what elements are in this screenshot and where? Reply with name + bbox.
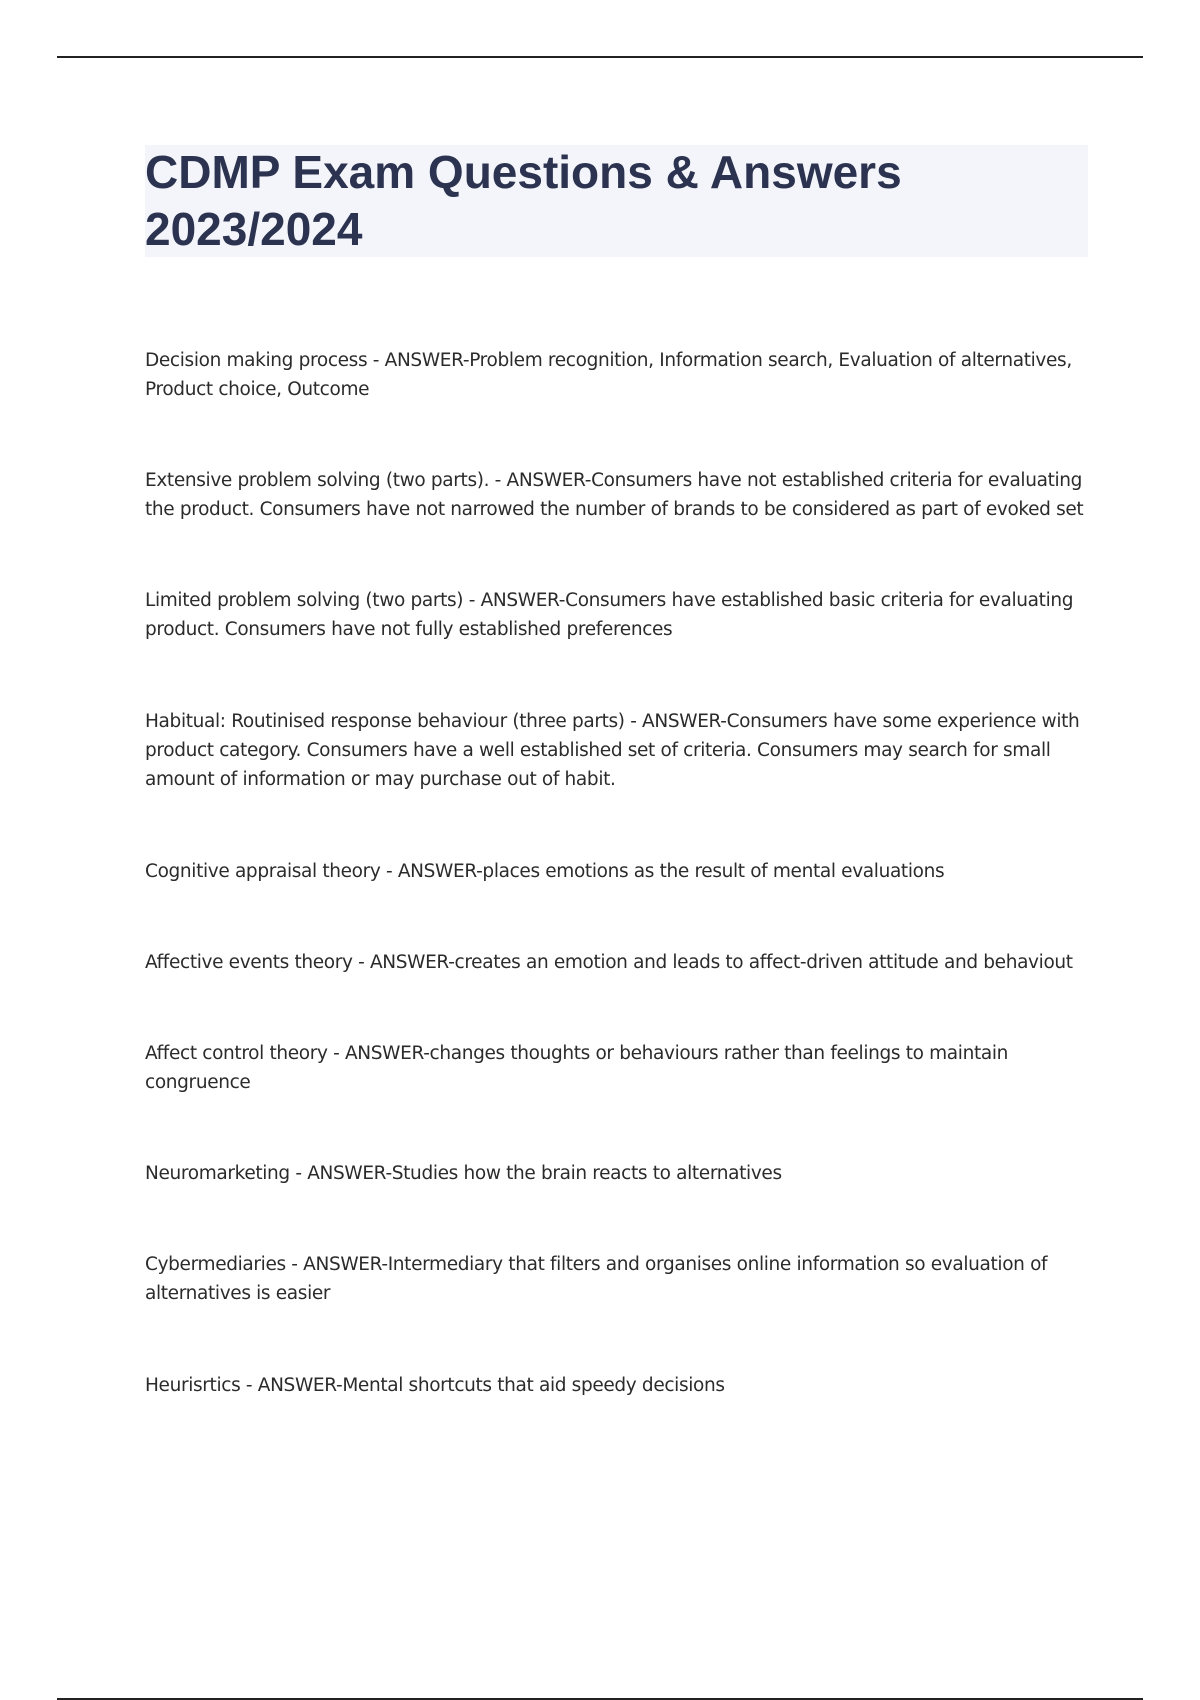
qa-item (145, 707, 1090, 794)
qa-item (145, 586, 1090, 644)
qa-term: Cognitive appraisal theory (145, 861, 381, 882)
qa-answer: Consumers have some experience with product category. Consumers have a well established set of criteria. Consumers may search for small amount of information or may purchase out of habit. (145, 711, 1080, 790)
qa-answer: Intermediary that filters and organises online information so evaluation of alternatives is easier (145, 1254, 1048, 1304)
qa-term: Heurisrtics (145, 1375, 241, 1396)
qa-item (145, 466, 1090, 524)
answer-separator: - ANSWER- (352, 952, 455, 973)
qa-item (145, 857, 1090, 886)
answer-separator: - ANSWER- (463, 590, 566, 611)
qa-term: Cybermediaries (145, 1254, 286, 1275)
answer-separator: - ANSWER- (380, 861, 483, 882)
qa-answer: Consumers have not established criteria for evaluating the product. Consumers have not narrowed the number of brands to be considered as part of evoked set (145, 470, 1084, 520)
answer-separator: - ANSWER- (489, 470, 592, 491)
qa-answer: Studies how the brain reacts to alternatives (391, 1163, 782, 1184)
qa-term: Affective events theory (145, 952, 353, 973)
qa-answer: places emotions as the result of mental evaluations (482, 861, 945, 882)
answer-separator: - ANSWER- (285, 1254, 388, 1275)
qa-item (145, 1250, 1090, 1308)
answer-separator: - ANSWER- (289, 1163, 392, 1184)
qa-term: Decision making process (145, 350, 368, 371)
qa-answer: Mental shortcuts that aid speedy decisions (342, 1375, 725, 1396)
qa-term: Affect control theory (145, 1043, 328, 1064)
qa-item (145, 948, 1090, 977)
qa-item (145, 346, 1090, 404)
qa-answer: creates an emotion and leads to affect-driven attitude and behaviout (454, 952, 1073, 973)
answer-separator: - ANSWER- (624, 711, 727, 732)
qa-item (145, 1159, 1090, 1188)
qa-term: Habitual: Routinised response behaviour (three parts) (145, 711, 625, 732)
page-title: CDMP Exam Questions & Answers 2023/2024 (145, 146, 902, 255)
qa-answer: Problem recognition, Information search, Evaluation of alternatives, Product choice, Outcome (145, 350, 1072, 400)
qa-item (145, 1371, 1090, 1400)
header-rule (57, 56, 1143, 58)
qa-answer: changes thoughts or behaviours rather than feelings to maintain congruence (145, 1043, 1008, 1093)
answer-separator: - ANSWER- (327, 1043, 430, 1064)
qa-term: Neuromarketing (145, 1163, 290, 1184)
qa-answer: Consumers have established basic criteria for evaluating product. Consumers have not fully established preferences (145, 590, 1074, 640)
qa-item (145, 1039, 1090, 1097)
answer-separator: - ANSWER- (240, 1375, 343, 1396)
answer-separator: - ANSWER- (367, 350, 470, 371)
qa-term: Extensive problem solving (two parts). (145, 470, 490, 491)
qa-term: Limited problem solving (two parts) (145, 590, 464, 611)
